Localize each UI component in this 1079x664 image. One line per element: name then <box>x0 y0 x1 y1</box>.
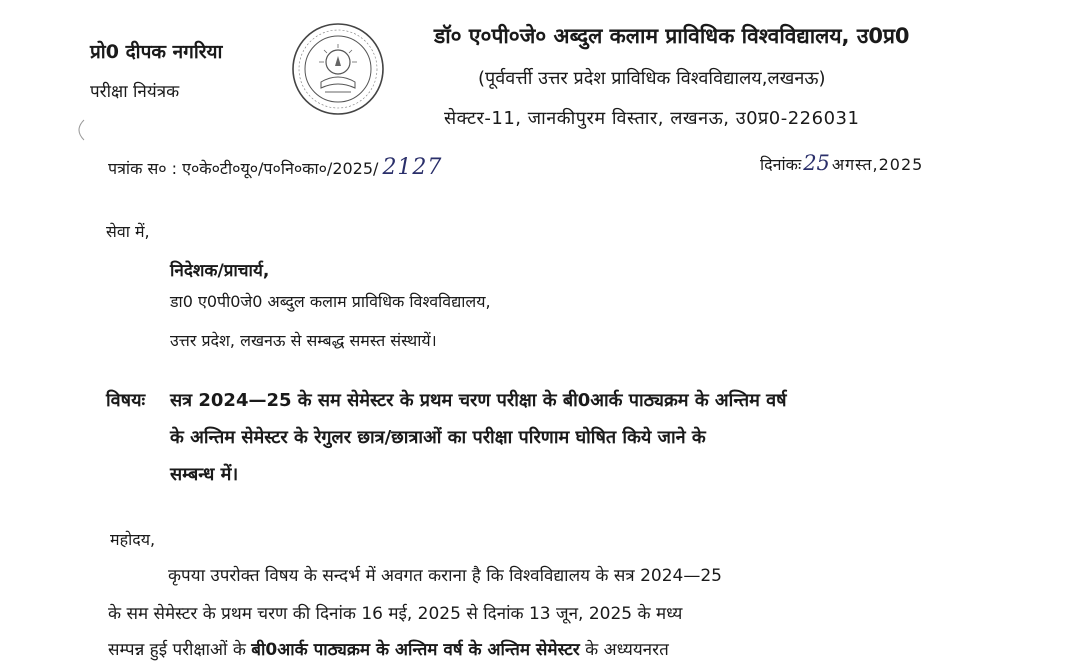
body-line-3-start: सम्पन्न हुई परीक्षाओं के <box>108 640 252 660</box>
punch-hole-mark <box>72 118 86 142</box>
official-designation: परीक्षा नियंत्रक <box>90 82 180 102</box>
greeting: महोदय, <box>110 530 156 549</box>
addressee-title: निदेशक/प्राचार्य, <box>170 261 270 281</box>
university-seal-icon <box>291 22 385 116</box>
university-former-name: (पूर्ववर्त्ती उत्तर प्रदेश प्राविधिक विश्वविद्यालय,लखनऊ) <box>478 68 826 89</box>
body-line-2: के सम सेमेस्टर के प्रथम चरण की दिनांक 16 मई, 2025 से दिनांक 13 जून, 2025 के मध्य <box>108 604 683 624</box>
body-line-3-bold: बी0आर्क पाठ्यक्रम के अन्तिम वर्ष के अन्तिम सेमेस्टर <box>251 640 580 660</box>
letter-date <box>760 151 923 175</box>
university-address: सेक्टर-11, जानकीपुरम विस्तार, लखनऊ, उ0प्र0-226031 <box>444 108 860 129</box>
subject-label: विषयः <box>106 390 146 411</box>
subject-line-2: के अन्तिम सेमेस्टर के रेगुलर छात्र/छात्राओं का परीक्षा परिणाम घोषित किये जाने के <box>170 427 706 448</box>
addressee-line-1: डा0 ए0पी0जे0 अब्दुल कलाम प्राविधिक विश्वविद्यालय, <box>170 292 491 311</box>
body-line-3 <box>108 637 669 660</box>
ref-label: पत्रांक स० : ए०के०टी०यू०/प०नि०का०/2025/ <box>108 159 379 178</box>
body-line-1: कृपया उपरोक्त विषय के सन्दर्भ में अवगत कराना है कि विश्वविद्यालय के सत्र 2024—25 <box>168 566 722 586</box>
subject-line-3: सम्बन्ध में। <box>170 464 239 485</box>
date-month-year: अगस्त,2025 <box>831 155 924 174</box>
addressee-to: सेवा में, <box>106 222 150 241</box>
letter-reference <box>108 155 442 180</box>
subject-line-1: सत्र 2024—25 के सम सेमेस्टर के प्रथम चरण परीक्षा के बी0आर्क पाठ्यक्रम के अन्तिम वर्ष <box>170 390 787 411</box>
ref-number-handwritten: 2127 <box>382 155 443 180</box>
addressee-line-2: उत्तर प्रदेश, लखनऊ से सम्बद्ध समस्त संस्थायें। <box>170 331 437 350</box>
university-name: डॉ० ए०पी०जे० अब्दुल कलाम प्राविधिक विश्वविद्यालय, उ0प्र0 <box>434 24 910 48</box>
date-label: दिनांकः <box>760 155 802 174</box>
body-line-3-end: के अध्ययनरत <box>579 640 669 660</box>
official-name: प्रो0 दीपक नगरिया <box>90 41 223 63</box>
date-day-handwritten: 25 <box>803 151 830 175</box>
